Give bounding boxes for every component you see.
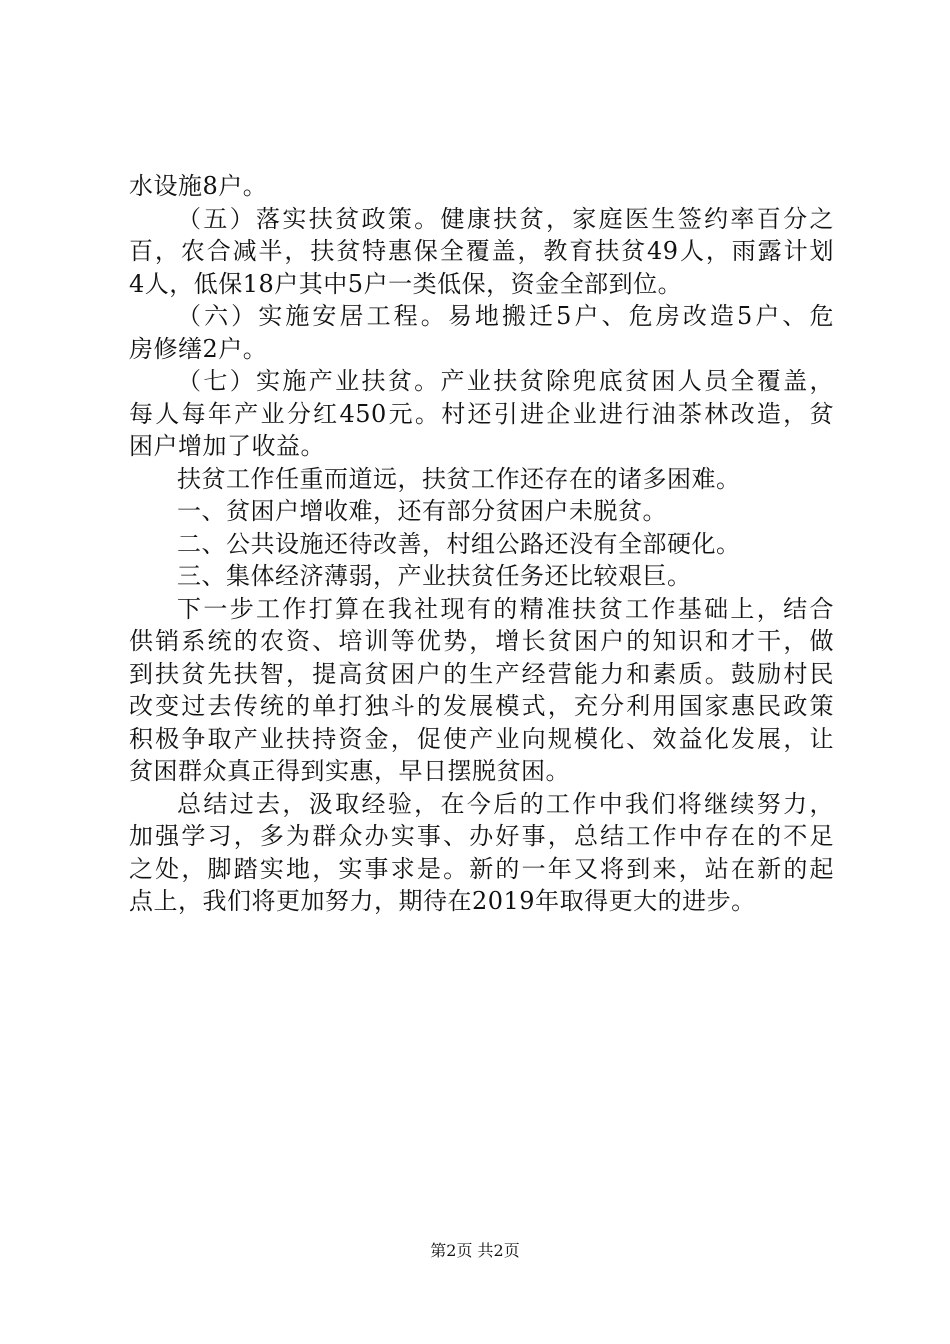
text-line: 房修缮2户。 — [129, 334, 268, 363]
text-line: 点上，我们将更加努力，期待在2019年取得更大的进步。 — [129, 887, 756, 915]
page-number-label: 第2页 共2页 — [430, 1241, 520, 1260]
text-line: 到扶贫先扶智，提高贫困户的生产经营能力和素质。鼓励村民 — [129, 659, 834, 688]
text-line: 积极争取产业扶持资金，促使产业向规模化、效益化发展，让 — [129, 724, 834, 753]
text-line: 一、贫困户增收难，还有部分贫困户未脱贫。 — [177, 497, 667, 525]
text-line: 每人每年产业分红450元。村还引进企业进行油茶林改造，贫 — [129, 399, 834, 428]
page-footer — [0, 1240, 950, 1262]
text-line: 百，农合减半，扶贫特惠保全覆盖，教育扶贫49人，雨露计划 — [129, 237, 834, 265]
text-line: 三、集体经济薄弱，产业扶贫任务还比较艰巨。 — [177, 562, 692, 590]
text-line: （六）实施安居工程。易地搬迁5户、危房改造5户、危 — [177, 302, 834, 330]
text-line: 水设施8户。 — [129, 172, 268, 200]
text-line: 困户增加了收益。 — [129, 432, 325, 460]
text-line: 之处，脚踏实地，实事求是。新的一年又将到来，站在新的起 — [129, 854, 834, 883]
text-line: 改变过去传统的单打独斗的发展模式，充分利用国家惠民政策 — [129, 692, 834, 720]
text-line: 加强学习，多为群众办实事、办好事，总结工作中存在的不足 — [129, 822, 834, 850]
document-body — [129, 170, 834, 918]
text-line: （七）实施产业扶贫。产业扶贫除兜底贫困人员全覆盖， — [177, 367, 834, 395]
text-line: 总结过去，汲取经验，在今后的工作中我们将继续努力， — [177, 789, 834, 818]
text-line: 4人，低保18户其中5户一类低保，资金全部到位。 — [129, 269, 683, 298]
text-line: 贫困群众真正得到实惠，早日摆脱贫困。 — [129, 757, 570, 785]
text-line: 二、公共设施还待改善，村组公路还没有全部硬化。 — [177, 529, 741, 558]
text-line: （五）落实扶贫政策。健康扶贫，家庭医生签约率百分之 — [177, 204, 834, 233]
text-line: 下一步工作打算在我社现有的精准扶贫工作基础上，结合 — [177, 594, 834, 623]
text-line: 扶贫工作任重而道远，扶贫工作还存在的诸多困难。 — [177, 464, 741, 493]
text-line: 供销系统的农资、培训等优势，增长贫困户的知识和才干，做 — [129, 627, 834, 655]
